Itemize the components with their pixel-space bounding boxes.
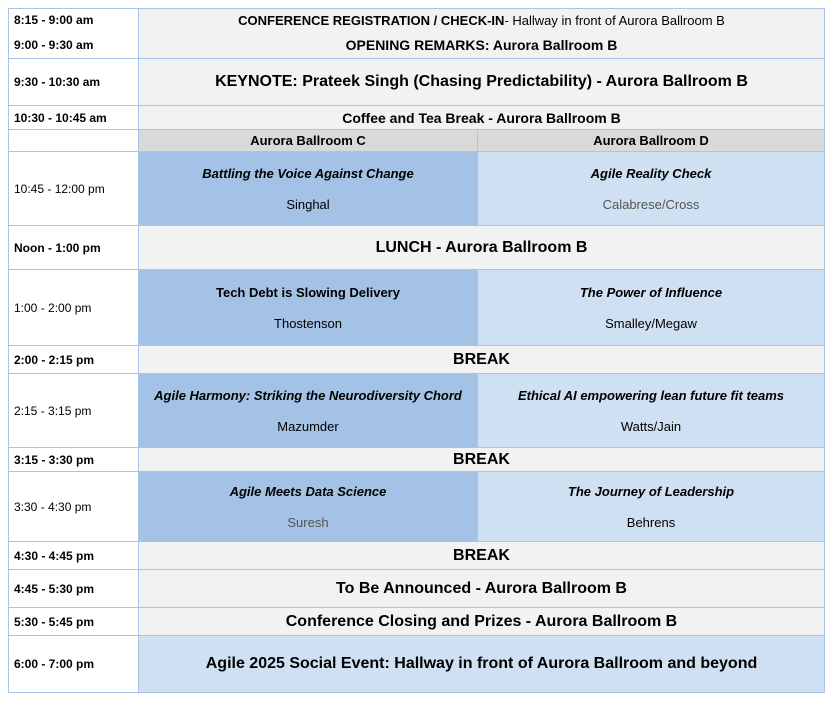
- event-cell: To Be Announced - Aurora Ballroom B: [139, 570, 825, 608]
- time-cell: 4:30 - 4:45 pm: [8, 542, 139, 570]
- session-title: Agile Harmony: Striking the Neurodiversity Chord: [154, 387, 462, 403]
- session-title: Tech Debt is Slowing Delivery: [216, 284, 400, 300]
- time-cell: 4:45 - 5:30 pm: [8, 570, 139, 608]
- table-row: [8, 374, 825, 448]
- time-cell: 3:30 - 4:30 pm: [8, 472, 139, 542]
- break-cell: BREAK: [139, 542, 825, 570]
- time-cell: 9:00 - 9:30 am: [8, 31, 139, 59]
- room-header-c: Aurora Ballroom C: [139, 130, 478, 152]
- session-cell: [478, 374, 825, 448]
- table-row: [8, 8, 825, 32]
- room-header-d: Aurora Ballroom D: [478, 130, 825, 152]
- table-row: [8, 130, 825, 152]
- session-cell: [478, 270, 825, 346]
- session-speaker: Behrens: [626, 514, 676, 530]
- table-row: [8, 472, 825, 542]
- session-cell: [478, 472, 825, 542]
- session-speaker: Mazumder: [277, 418, 339, 434]
- time-cell: 5:30 - 5:45 pm: [8, 608, 139, 636]
- table-row: [8, 31, 825, 59]
- time-cell: 10:45 - 12:00 pm: [8, 152, 139, 226]
- session-speaker: Smalley/Megaw: [605, 315, 697, 331]
- session-speaker: Calabrese/Cross: [602, 196, 700, 212]
- table-row: [8, 59, 825, 106]
- table-row: [8, 106, 825, 130]
- event-cell: LUNCH - Aurora Ballroom B: [139, 226, 825, 270]
- event-cell: Coffee and Tea Break - Aurora Ballroom B: [139, 106, 825, 130]
- time-cell: 9:30 - 10:30 am: [8, 59, 139, 106]
- table-row: [8, 542, 825, 570]
- time-cell: 2:00 - 2:15 pm: [8, 346, 139, 374]
- table-row: [8, 608, 825, 636]
- event-cell: Conference Closing and Prizes - Aurora Ballroom B: [139, 608, 825, 636]
- time-cell: 1:00 - 2:00 pm: [8, 270, 139, 346]
- session-cell: [478, 152, 825, 226]
- time-cell: 8:15 - 9:00 am: [8, 9, 139, 32]
- session-cell: [139, 152, 478, 226]
- table-row: [8, 152, 825, 226]
- table-row: [8, 226, 825, 270]
- session-title: Ethical AI empowering lean future fit teams: [517, 387, 785, 403]
- session-title: The Journey of Leadership: [567, 483, 735, 499]
- time-cell: Noon - 1:00 pm: [8, 226, 139, 270]
- session-speaker: Singhal: [286, 196, 330, 212]
- table-row: [8, 570, 825, 608]
- table-row: [8, 448, 825, 472]
- session-title: The Power of Influence: [579, 284, 723, 300]
- time-cell: 6:00 - 7:00 pm: [8, 636, 139, 693]
- time-cell: 10:30 - 10:45 am: [8, 106, 139, 130]
- session-title: Agile Reality Check: [590, 165, 712, 181]
- time-cell: 2:15 - 3:15 pm: [8, 374, 139, 448]
- event-cell: Agile 2025 Social Event: Hallway in front of Aurora Ballroom and beyond: [139, 636, 825, 693]
- event-cell: KEYNOTE: Prateek Singh (Chasing Predictability) - Aurora Ballroom B: [139, 59, 825, 106]
- session-cell: [139, 472, 478, 542]
- table-row: [8, 346, 825, 374]
- session-speaker: Suresh: [287, 514, 329, 530]
- event-location: - Hallway in front of Aurora Ballroom B: [504, 12, 725, 28]
- table-row: [8, 270, 825, 346]
- session-cell: [139, 270, 478, 346]
- session-cell: [139, 374, 478, 448]
- session-speaker: Thostenson: [274, 315, 342, 331]
- session-speaker: Watts/Jain: [620, 418, 682, 434]
- event-cell: OPENING REMARKS: Aurora Ballroom B: [139, 31, 825, 59]
- break-cell: BREAK: [139, 346, 825, 374]
- table-row: [8, 636, 825, 693]
- event-cell: [139, 9, 825, 32]
- session-title: Agile Meets Data Science: [229, 483, 387, 499]
- event-title: CONFERENCE REGISTRATION / CHECK-IN: [238, 12, 505, 28]
- session-title: Battling the Voice Against Change: [202, 165, 414, 181]
- time-cell: [8, 130, 139, 152]
- time-cell: 3:15 - 3:30 pm: [8, 448, 139, 472]
- break-cell: BREAK: [139, 448, 825, 472]
